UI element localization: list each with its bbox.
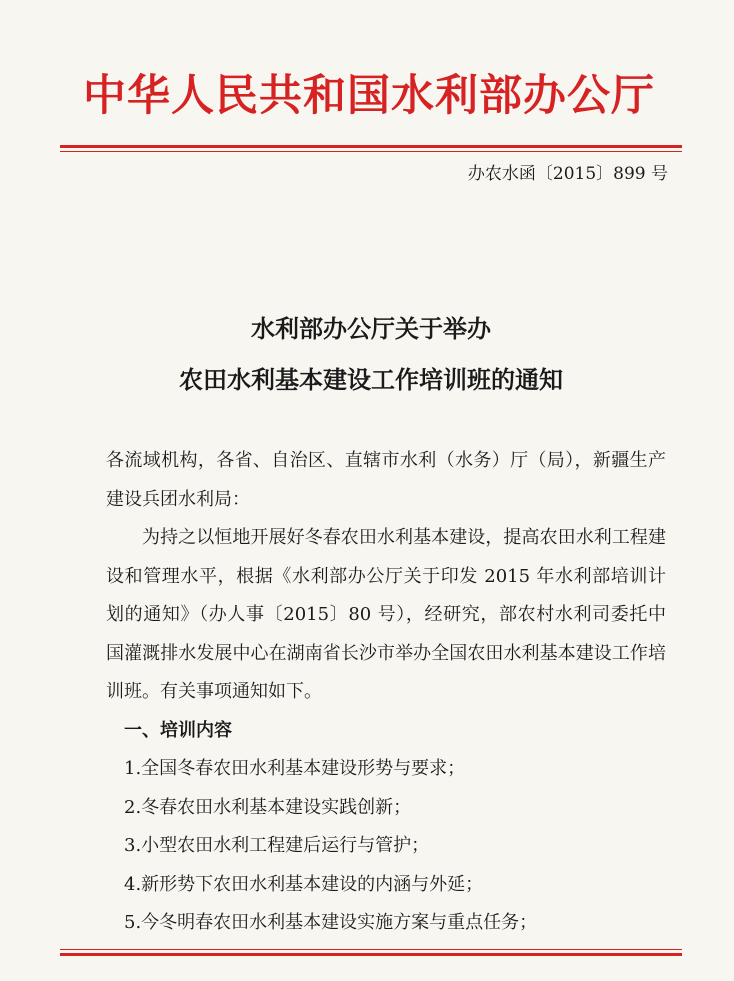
footer-red-rule-thick [60, 953, 682, 956]
header-red-rule-thick [60, 145, 682, 148]
list-item: 5.今冬明春农田水利基本建设实施方案与重点任务； [124, 912, 538, 933]
list-item: 1.全国冬春农田水利基本建设形势与要求； [124, 758, 466, 779]
footer-red-rule-thin [60, 949, 682, 950]
section-heading-training-content: 一、培训内容 [124, 719, 232, 741]
list-item: 3.小型农田水利工程建后运行与管护； [124, 835, 430, 856]
notice-title-line-2: 农田水利基本建设工作培训班的通知 [179, 365, 563, 394]
header-red-rule-thin [60, 151, 682, 152]
recipients-paragraph: 各流域机构，各省、自治区、直辖市水利（水务）厅（局），新疆生产建设兵团水利局： [106, 450, 666, 510]
document-number: 办农水函〔2015〕899 号 [467, 164, 668, 184]
org-header-title: 中华人民共和国水利部办公厅 [83, 71, 655, 121]
intro-paragraph: 为持之以恒地开展好冬春农田水利基本建设，提高农田水利工程建设和管理水平，根据《水利部办公厅关于印发 2015 年水利部培训计划的通知》（办人事〔2015〕80 号），经研究，部农村水利司委托中国灌溉排水发展中心在湖南省长沙市举办全国农田水利基本建设工作培训班。有关事项通知如下。 [106, 527, 666, 702]
notice-title-line-1: 水利部办公厅关于举办 [251, 314, 491, 343]
document-body [106, 442, 666, 943]
list-item: 4.新形势下农田水利基本建设的内涵与外延； [124, 873, 484, 895]
list-item: 2.冬春农田水利基本建设实践创新； [124, 796, 412, 818]
